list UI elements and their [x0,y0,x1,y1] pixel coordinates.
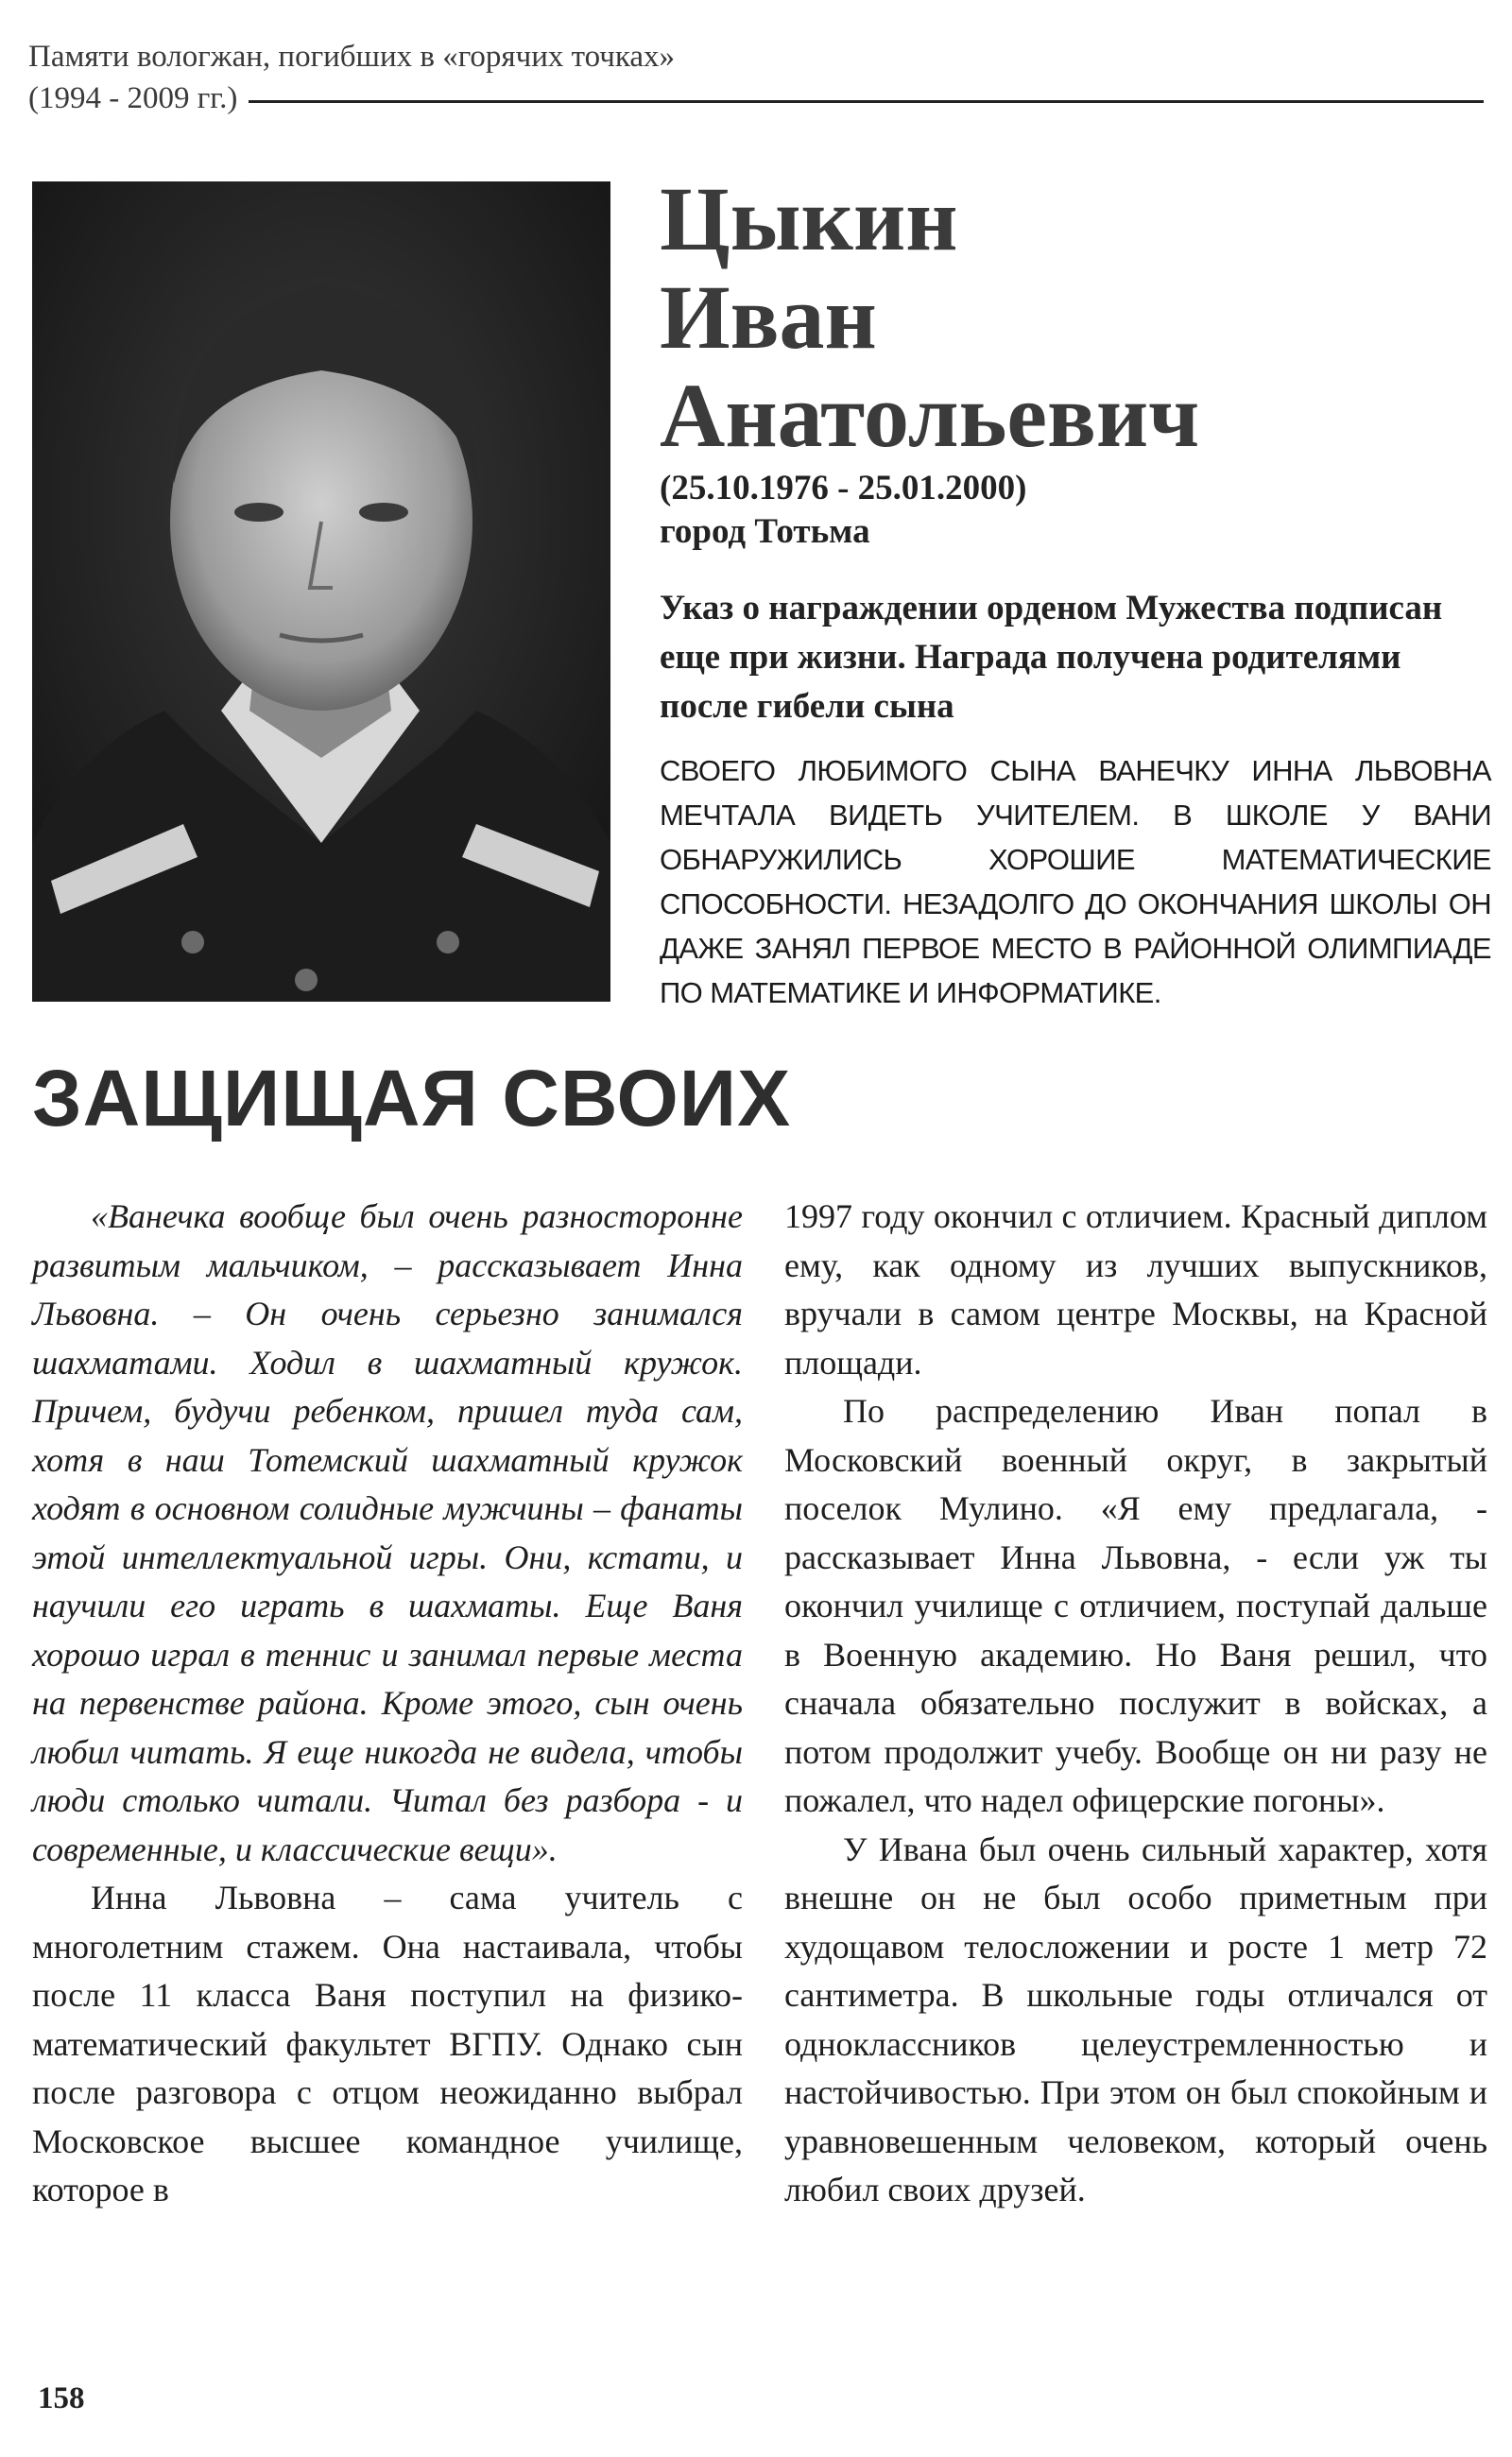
article-column-right [784,1193,1487,2215]
person-name [660,170,1482,465]
header-years: (1994 - 2009 гг.) [28,81,238,115]
person-patronymic: Анатольевич [660,365,1200,466]
article-paragraph-4: По распределению Иван попал в Московский военный округ, в закрытый поселок Мулино. «Я ему предлагала, - рассказывает Инна Львовна, - если уж ты окончил училище с отличием, поступай дальше в Военную академию. Но Ваня решил, что сначала обязательно послужит в войсках, а потом продолжит учебу. Вообще он ни разу не пожалел, что надел офицерские погоны». [784,1392,1487,1819]
article-paragraph-2: Инна Львовна – сама учитель с многолетним стажем. Она настаивала, чтобы после 11 класса Ваня поступил на физико-математический факультет ВГПУ. Однако сын после разговора с отцом неожиданно выбрал Московское высшее командное училище, которое в [32,1879,743,2208]
header-title: Памяти вологжан, погибших в «горячих точках» [28,40,676,74]
article-headline: ЗАЩИЩАЯ СВОИХ [32,1054,792,1143]
person-first-name: Иван [660,266,877,368]
life-dates: (25.10.1976 - 25.01.2000) [660,469,1027,507]
portrait-photo [32,181,610,1002]
person-surname: Цыкин [660,168,958,269]
article-column-left [32,1193,743,2215]
page-number: 158 [38,2381,85,2415]
article-paragraph-3: 1997 году окончил с отличием. Красный диплом ему, как одному из лучших выпускников, вручали в самом центре Москвы, на Красной площади. [784,1197,1487,1382]
header-rule [249,100,1484,103]
intro-text: СВОЕГО ЛЮБИМОГО СЫНА ВАНЕЧКУ ИННА ЛЬВОВНА МЕЧТАЛА ВИДЕТЬ УЧИТЕЛЕМ. В ШКОЛЕ У ВАНИ ОБНАРУЖИЛИСЬ ХОРОШИЕ МАТЕМАТИЧЕСКИЕ СПОСОБНОСТИ. НЕЗАДОЛГО ДО ОКОНЧАНИЯ ШКОЛЫ ОН ДАЖЕ ЗАНЯЛ ПЕРВОЕ МЕСТО В РАЙОННОЙ ОЛИМПИАДЕ ПО МАТЕМАТИКЕ И ИНФОРМАТИКЕ. [660,754,1491,1009]
home-city: город Тотьма [660,512,870,551]
article-paragraph-1: «Ванечка вообще был очень разносторонне развитым мальчиком, – рассказывает Инна Львовна. – Он очень серьезно занимался шахматами. Ходил в шахматный кружок. Причем, будучи ребенком, пришел туда сам, хотя в наш Тотемский шахматный кружок ходят в основном солидные мужчины – фанаты этой интеллектуальной игры. Они, кстати, и научили его играть в шахматы. Еще Ваня хорошо играл в теннис и занимал первые места на первенстве района. Кроме этого, сын очень любил читать. Я еще никогда не видела, чтобы люди столько читали. Читал без разбора - и современные, и классические вещи». [32,1197,743,1868]
life-info [660,467,1482,554]
article-paragraph-5: У Ивана был очень сильный характер, хотя внешне он не был особо приметным при худощавом телосложении и росте 1 метр 72 сантиметра. В школьные годы отличался от одноклассников целеустремленностью и настойчивостью. При этом он был спокойным и уравновешенным человеком, который очень любил своих друзей. [784,1830,1487,2208]
header-years-row [28,77,1484,119]
decree-lead: Указ о награждении орденом Мужества подписан еще при жизни. Награда получена родителями после гибели сына [660,589,1443,726]
running-header [28,36,1484,119]
